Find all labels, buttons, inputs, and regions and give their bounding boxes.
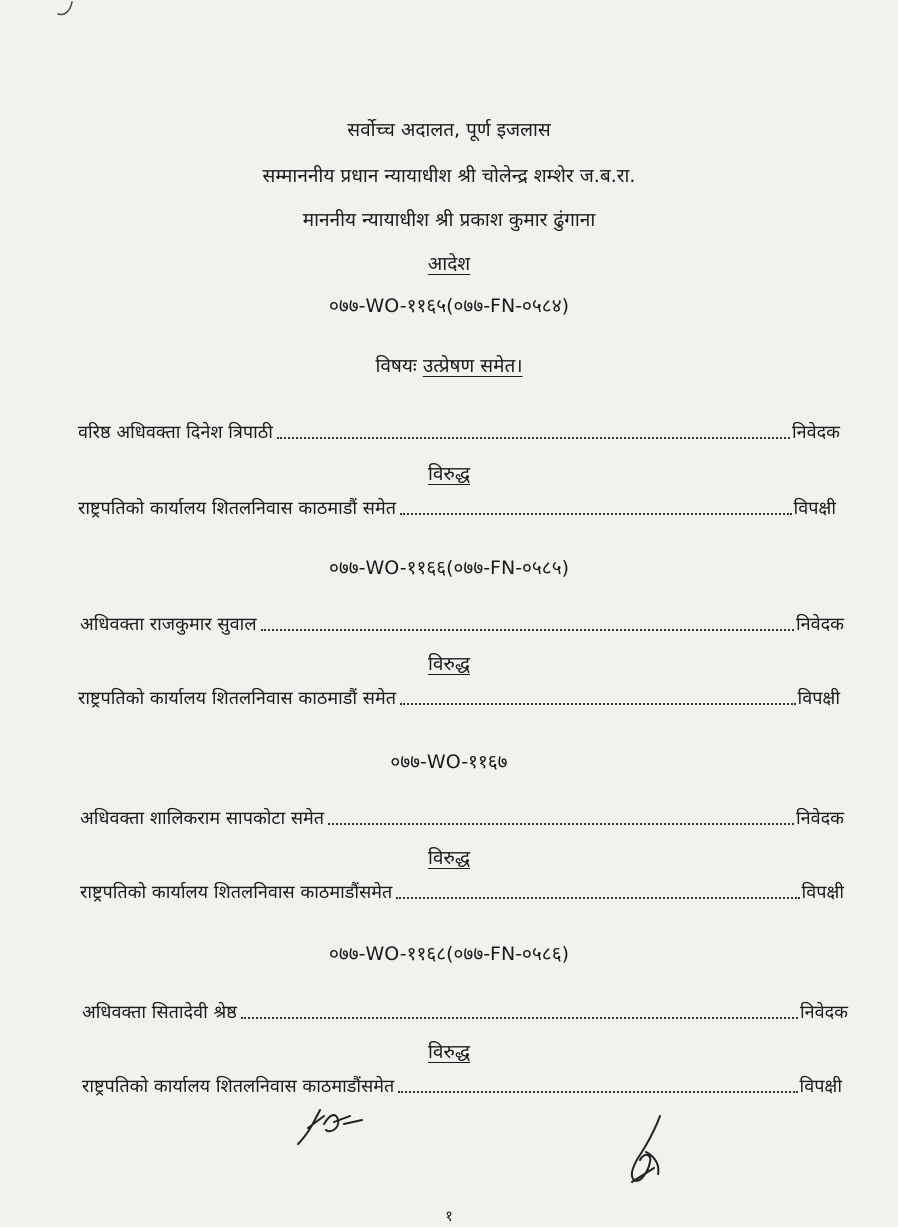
handwritten-initials-left bbox=[290, 1100, 370, 1150]
page-number: १ bbox=[445, 1207, 453, 1225]
petitioner-name: वरिष्ठ अधिवक्ता दिनेश त्रिपाठी bbox=[78, 422, 273, 443]
case-number-1: ०७७-WO-११६५(०७७-FN-०५८४) bbox=[329, 295, 569, 317]
petitioner-name: अधिवक्ता राजकुमार सुवाल bbox=[80, 614, 257, 635]
respondent-role: विपक्षी bbox=[801, 882, 844, 903]
dotted-leader bbox=[241, 1017, 798, 1019]
respondent-line-3 bbox=[80, 880, 844, 904]
petitioner-role: निवेदक bbox=[799, 1002, 848, 1023]
versus-label-2: विरुद्ध bbox=[427, 653, 471, 675]
respondent-role: विपक्षी bbox=[797, 688, 840, 709]
petitioner-line-1 bbox=[78, 420, 840, 444]
dotted-leader bbox=[400, 703, 796, 705]
versus-label-1: विरुद्ध bbox=[427, 463, 471, 485]
petitioner-name: अधिवक्ता शालिकराम सापकोटा समेत bbox=[80, 808, 325, 829]
chief-justice-line: सम्माननीय प्रधान न्यायाधीश श्री चोलेन्द्र शम्शेर ज.ब.रा. bbox=[262, 165, 636, 187]
dotted-leader bbox=[398, 1091, 797, 1093]
respondent-role: विपक्षी bbox=[799, 1076, 842, 1097]
subject-value: उत्प्रेषण समेत। bbox=[422, 355, 523, 377]
petitioner-role: निवेदक bbox=[795, 808, 844, 829]
order-title: आदेश bbox=[427, 253, 471, 275]
case-number-2: ०७७-WO-११६६(०७७-FN-०५८५) bbox=[329, 557, 569, 579]
respondent-name: राष्ट्रपतिको कार्यालय शितलनिवास काठमाडौं समेत bbox=[78, 498, 396, 519]
pen-mark-icon bbox=[54, 0, 78, 20]
dotted-leader bbox=[400, 513, 792, 515]
petitioner-role: निवेदक bbox=[795, 614, 844, 635]
respondent-name: राष्ट्रपतिको कार्यालय शितलनिवास काठमाडौंसमेत bbox=[82, 1076, 395, 1097]
subject-line bbox=[0, 352, 898, 378]
dotted-leader bbox=[261, 629, 794, 631]
versus-label-3: विरुद्ध bbox=[427, 847, 471, 869]
subject-label: विषयः bbox=[375, 355, 417, 377]
dotted-leader bbox=[328, 823, 794, 825]
petitioner-line-2 bbox=[80, 612, 844, 636]
respondent-line-4 bbox=[82, 1074, 842, 1098]
respondent-name: राष्ट्रपतिको कार्यालय शितलनिवास काठमाडौंसमेत bbox=[80, 882, 393, 903]
versus-label-4: विरुद्ध bbox=[427, 1041, 471, 1063]
dotted-leader bbox=[396, 897, 799, 899]
justice-line: माननीय न्यायाधीश श्री प्रकाश कुमार ढुंगाना bbox=[302, 209, 596, 231]
petitioner-role: निवेदक bbox=[791, 422, 840, 443]
respondent-line-2 bbox=[78, 686, 840, 710]
petitioner-line-3 bbox=[80, 806, 844, 830]
dotted-leader bbox=[277, 437, 790, 439]
petitioner-line-4 bbox=[82, 1000, 848, 1024]
respondent-name: राष्ट्रपतिको कार्यालय शितलनिवास काठमाडौं समेत bbox=[78, 688, 396, 709]
handwritten-signature-right bbox=[620, 1112, 680, 1188]
respondent-role: विपक्षी bbox=[793, 498, 836, 519]
case-number-3: ०७७-WO-११६७ bbox=[390, 751, 508, 773]
court-name: सर्वोच्च अदालत, पूर्ण इजलास bbox=[347, 119, 551, 141]
respondent-line-1 bbox=[78, 496, 836, 520]
petitioner-name: अधिवक्ता सितादेवी श्रेष्ठ bbox=[82, 1002, 237, 1023]
case-number-4: ०७७-WO-११६८(०७७-FN-०५८६) bbox=[329, 943, 569, 965]
